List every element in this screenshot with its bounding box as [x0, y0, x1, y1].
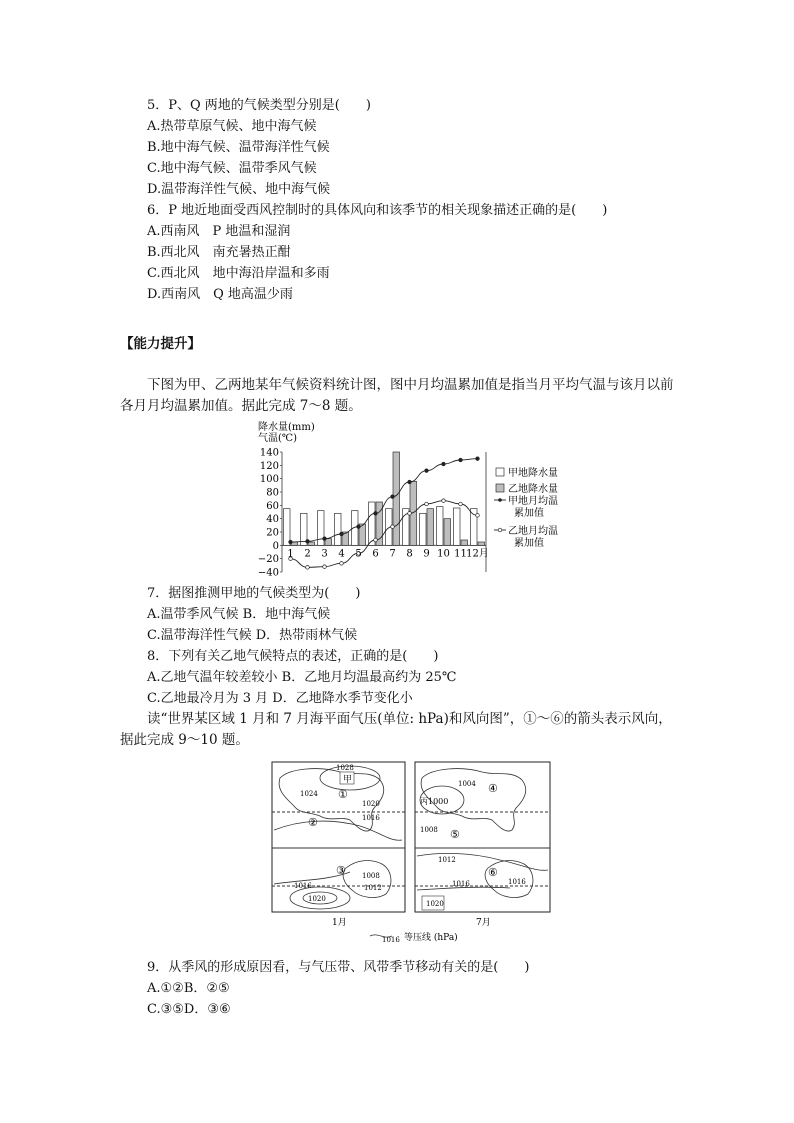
- x-tick-label: 4: [338, 548, 345, 560]
- line-jia-temp-point: [306, 540, 310, 544]
- x-tick-label: 2: [304, 548, 311, 560]
- question-6-option-c: C.西北风 地中海沿岸温和多雨: [147, 266, 330, 281]
- line-jia-temp-point: [408, 480, 412, 484]
- isobar-legend-text: 等压线 (hPa): [404, 933, 458, 943]
- bar-yi-precip: [393, 452, 400, 545]
- jul-label-1008: 1008: [420, 826, 438, 834]
- line-yi-temp-point: [374, 538, 378, 542]
- bar-jia-precip: [335, 513, 342, 545]
- jul-label-4: ④: [488, 782, 498, 795]
- question-6-stem: 6．P 地近地面受西风控制时的具体风向和该季节的相关现象描述正确的是( ): [147, 203, 608, 218]
- line-yi-temp-point: [425, 502, 429, 506]
- legend-label: 乙地降水量: [508, 484, 558, 495]
- jan-label-2: ②: [308, 816, 318, 829]
- jul-label-1020: 1020: [426, 900, 444, 908]
- jan-label-1020: 1020: [362, 800, 380, 808]
- y-tick-label: 100: [259, 474, 279, 486]
- y-tick-label: 40: [266, 514, 279, 526]
- line-jia-temp-point: [289, 540, 293, 544]
- question-5-option-b: B.地中海气候、温带海洋性气候: [147, 140, 330, 155]
- legend-swatch-jia-precip: [496, 468, 504, 476]
- x-tick-label: 5: [355, 548, 362, 560]
- intro-7-8: 下图为甲、乙两地某年气候资料统计图，图中月均温累加值是指当月平均气温与该月以前各月月均温累加值。据此完成 7～8 题。: [120, 377, 674, 414]
- line-jia-temp-point: [374, 512, 378, 516]
- jul-label-6: ⑥: [488, 866, 498, 879]
- question-7-options-ab: A.温带季风气候 B．地中海气候: [147, 607, 331, 622]
- bar-yi-precip: [478, 542, 485, 545]
- y-tick-label: 60: [266, 500, 279, 512]
- line-yi-temp-point: [442, 499, 446, 503]
- x-tick-label: 9: [423, 548, 430, 560]
- line-jia-temp-point: [459, 458, 463, 462]
- y-tick-label: −40: [257, 567, 279, 579]
- jan-label-1008: 1008: [362, 872, 380, 880]
- legend-swatch-jia-temp-dot: [498, 498, 502, 502]
- bar-jia-precip: [437, 507, 444, 546]
- jan-label-3: ③: [336, 864, 346, 877]
- jan-label-1012: 1012: [364, 884, 382, 892]
- bar-yi-precip: [427, 509, 434, 546]
- question-8-options-ab: A.乙地气温年较差较小 B．乙地月均温最高约为 25℃: [147, 670, 457, 685]
- line-jia-temp-point: [476, 457, 480, 461]
- legend-swatch-yi-temp-dot: [498, 528, 502, 532]
- x-tick-label: 8: [406, 548, 413, 560]
- y-tick-label: 80: [266, 487, 279, 499]
- jan-caption: 1月: [332, 918, 347, 928]
- x-tick-label: 3: [321, 548, 328, 560]
- x-tick-label: 11: [454, 548, 467, 560]
- question-7-options-cd: C.温带海洋性气候 D．热带雨林气候: [147, 628, 358, 643]
- july-map: [415, 762, 550, 928]
- y-tick-label: 120: [259, 460, 279, 472]
- jan-label-1: ①: [338, 788, 348, 801]
- jan-label-jia: 甲: [343, 775, 353, 785]
- legend-label: 累加值: [514, 538, 544, 549]
- x-tick-label: 1: [287, 548, 294, 560]
- x-tick-label: 10: [437, 548, 450, 560]
- y-tick-label: −20: [257, 554, 279, 566]
- line-yi-temp-point: [391, 525, 395, 529]
- line-jia-temp-point: [425, 469, 429, 473]
- line-jia-temp-point: [442, 462, 446, 466]
- question-6-option-d: D.西南风 Q 地高温少雨: [147, 287, 293, 302]
- question-5-option-d: D.温带海洋性气候、地中海气候: [147, 182, 331, 197]
- question-9-options-ab: A.①②B．②⑤: [147, 981, 230, 996]
- climate-chart: [250, 420, 580, 580]
- jul-label-1016b: 1016: [508, 878, 526, 886]
- y-axis-label-precip: 降水量(mm): [258, 422, 315, 433]
- line-yi-temp-point: [306, 566, 310, 570]
- intro-9-10: 读“世界某区域 1 月和 7 月海平面气压(单位: hPa)和风向图”，①～⑥的箭头表示风向，据此完成 9～10 题。: [120, 711, 672, 748]
- legend-label: 乙地月均温: [508, 526, 558, 537]
- x-tick-label: 6: [372, 548, 379, 560]
- question-8-options-cd: C.乙地最冷月为 3 月 D．乙地降水季节变化小: [147, 691, 413, 706]
- bar-jia-precip: [284, 509, 291, 546]
- bar-yi-precip: [461, 540, 468, 545]
- isobar-legend-value: 1016: [382, 936, 400, 944]
- question-9-options-cd: C.③⑤D．③⑥: [147, 1002, 231, 1017]
- question-8-stem: 8．下列有关乙地气候特点的表述，正确的是( ): [147, 649, 439, 664]
- line-jia-temp-point: [340, 532, 344, 536]
- legend-label: 累加值: [514, 508, 544, 519]
- jul-caption: 7月: [476, 918, 491, 928]
- line-yi-temp-point: [408, 512, 412, 516]
- jan-label-1016b: 1016: [294, 882, 312, 890]
- question-5-stem: 5．P、Q 两地的气候类型分别是( ): [147, 98, 371, 113]
- jul-label-1004: 1004: [458, 780, 476, 788]
- x-tick-label: 12月: [466, 548, 489, 560]
- line-jia-temp-point: [357, 525, 361, 529]
- jan-label-1024: 1024: [300, 790, 318, 798]
- jul-label-bing: 丙1000: [420, 797, 449, 806]
- bar-jia-precip: [420, 513, 427, 545]
- jul-label-1016: 1016: [452, 880, 470, 888]
- question-5-option-a: A.热带草原气候、地中海气候: [147, 119, 317, 134]
- jan-label-1020b: 1020: [308, 895, 326, 903]
- question-6-option-b: B.西北风 南充暑热正酣: [147, 245, 291, 260]
- question-5-option-c: C.地中海气候、温带季风气候: [147, 161, 317, 176]
- y-tick-label: 20: [266, 527, 279, 539]
- legend-swatch-yi-precip: [496, 484, 504, 492]
- question-6-option-a: A.西南风 P 地温和湿润: [147, 224, 291, 239]
- section-title: 【能力提升】: [120, 336, 201, 352]
- isobar-legend: [370, 931, 458, 944]
- line-yi-temp-point: [323, 565, 327, 569]
- y-tick-label: 140: [259, 447, 279, 459]
- line-yi-temp-point: [459, 502, 463, 506]
- question-7-stem: 7．据图推测甲地的气候类型为( ): [147, 586, 361, 601]
- legend-label: 甲地降水量: [508, 468, 558, 479]
- line-yi-temp-point: [340, 562, 344, 566]
- line-yi-temp-point: [476, 514, 480, 518]
- pressure-wind-maps: [270, 760, 560, 950]
- legend-label: 甲地月均温: [508, 496, 558, 507]
- y-axis-label-temp: 气温(℃): [258, 433, 297, 444]
- question-9-stem: 9．从季风的形成原因看，与气压带、风带季节移动有关的是( ): [147, 960, 530, 975]
- jul-label-5: ⑤: [450, 828, 460, 841]
- x-tick-label: 7: [389, 548, 396, 560]
- jul-label-1012: 1012: [438, 856, 456, 864]
- jan-label-1016: 1016: [362, 814, 380, 822]
- bar-jia-precip: [454, 508, 461, 545]
- bar-yi-precip: [444, 519, 451, 546]
- jan-label-1028: 1028: [336, 764, 354, 772]
- line-jia-temp-point: [391, 495, 395, 499]
- y-tick-label: 0: [272, 540, 279, 552]
- january-map: [272, 762, 405, 928]
- line-jia-temp-point: [323, 537, 327, 541]
